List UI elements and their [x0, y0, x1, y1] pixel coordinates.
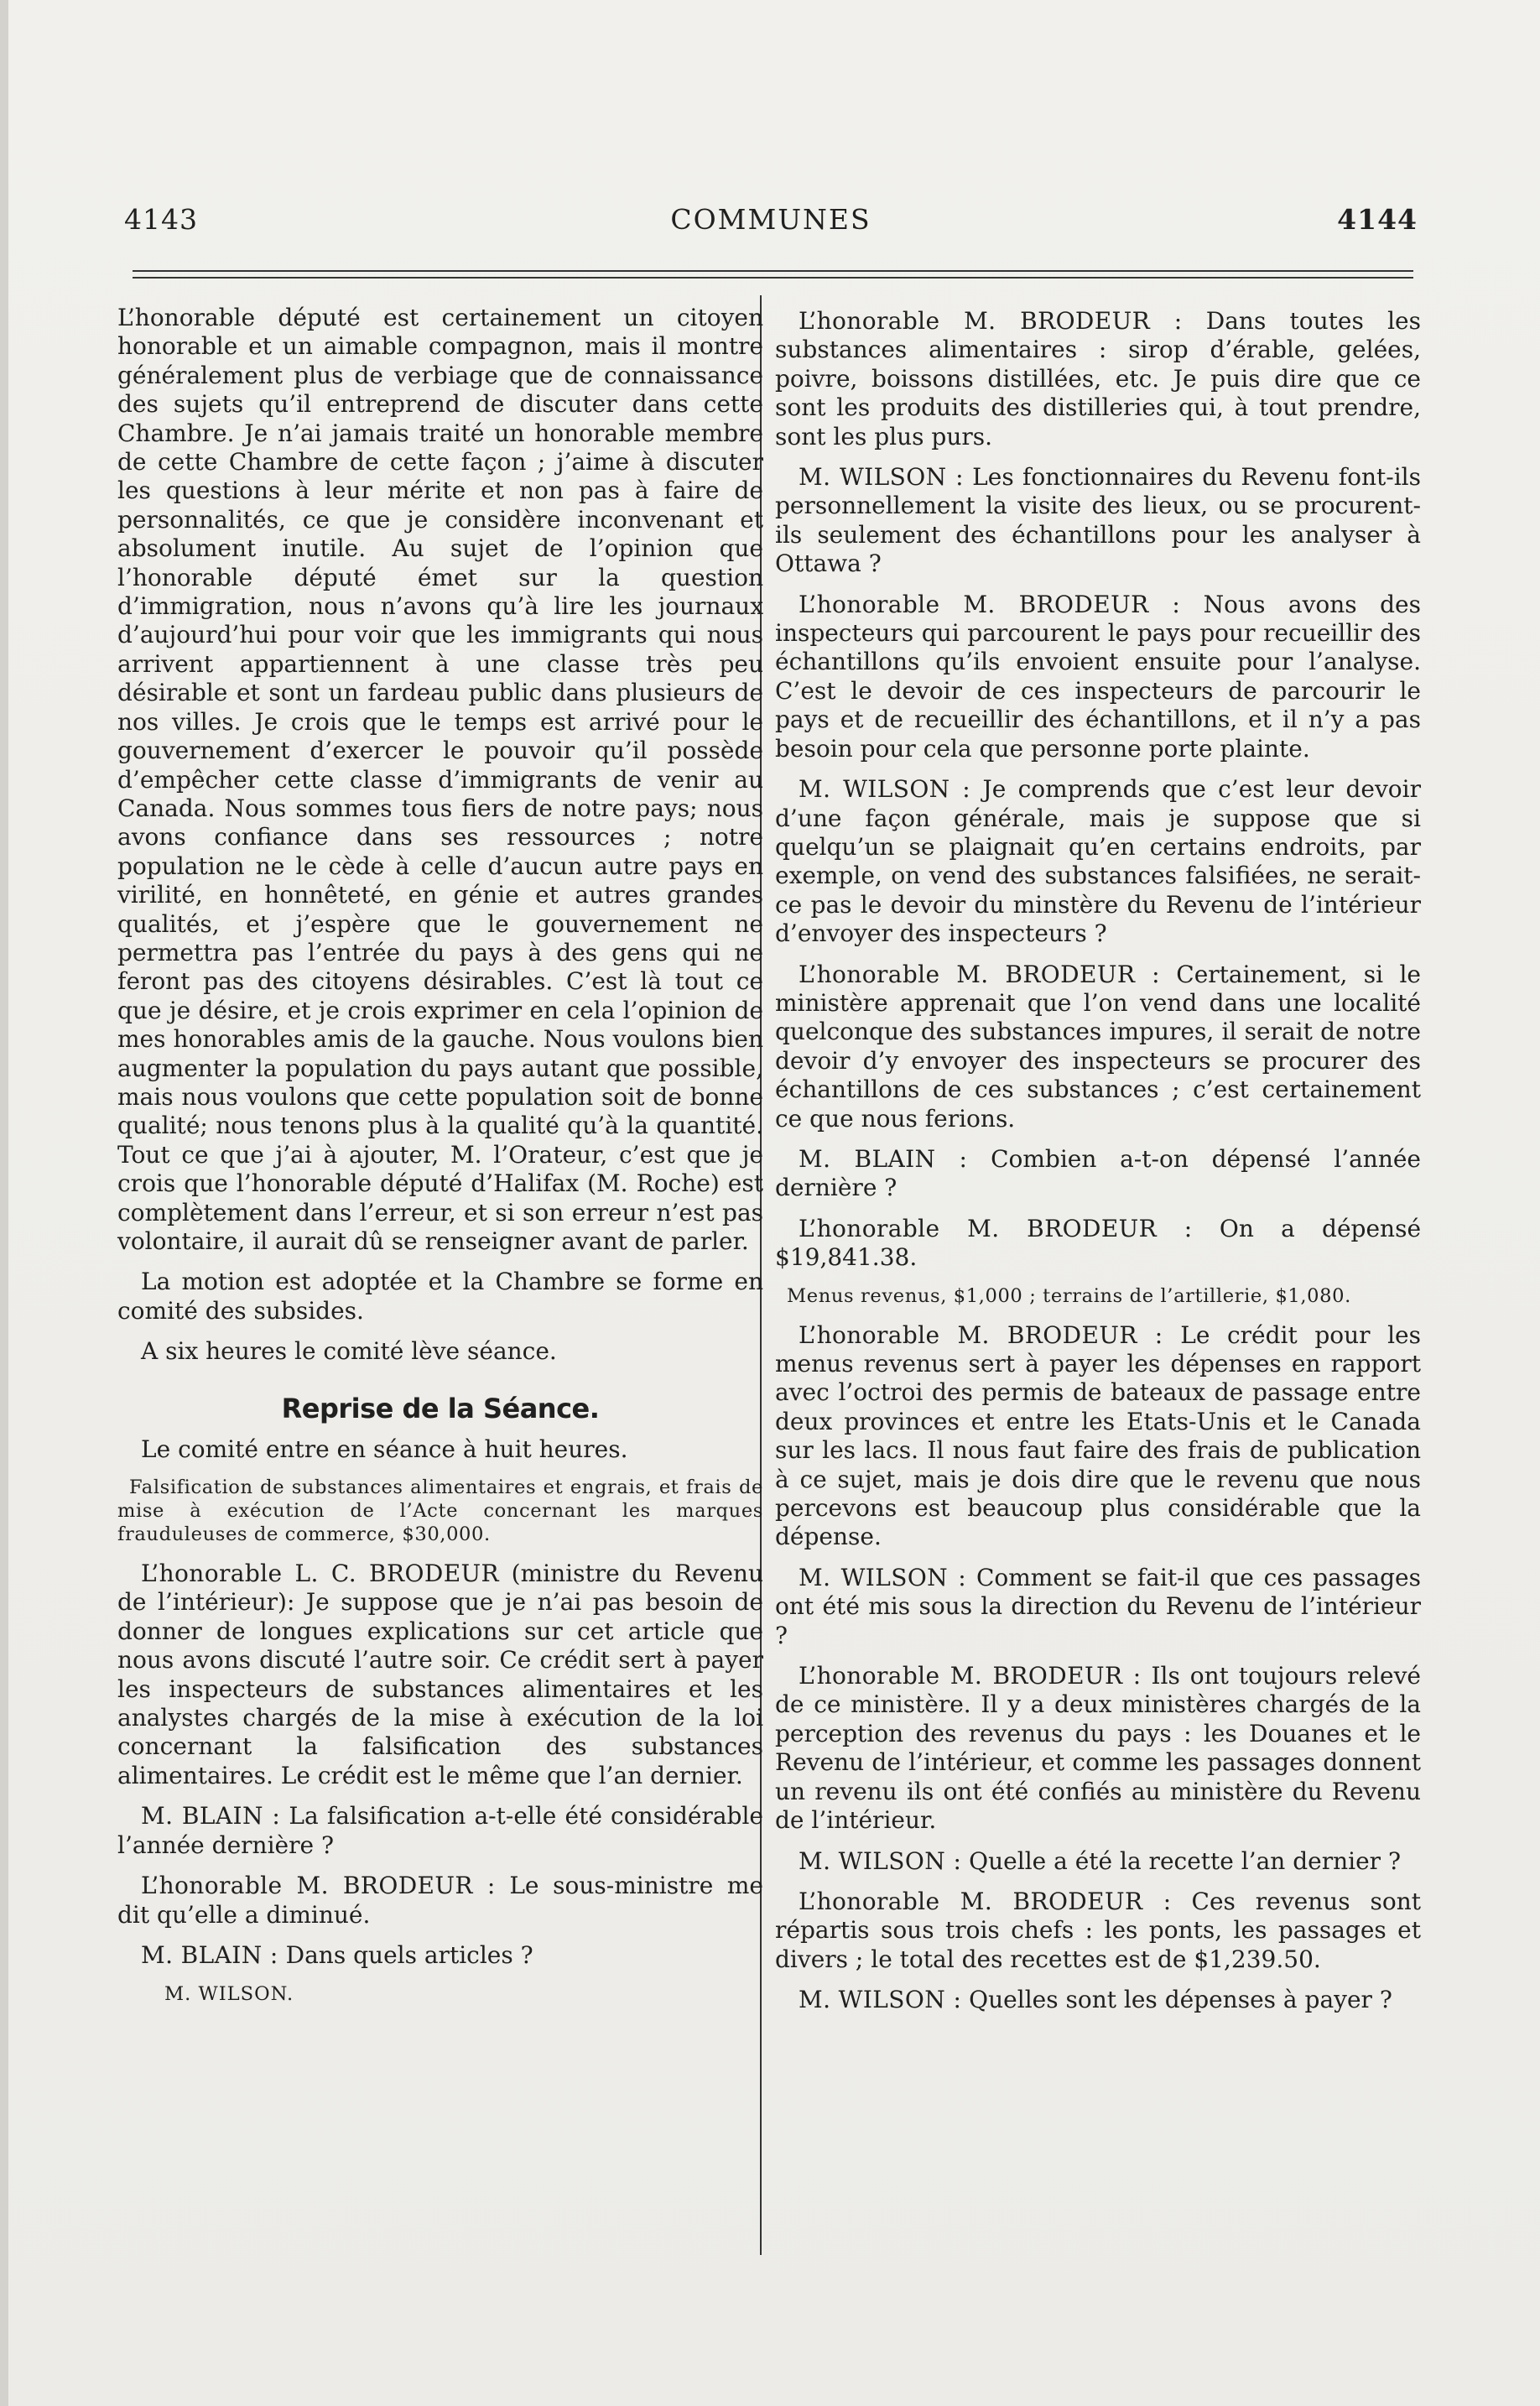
paragraph: La motion est adoptée et la Chambre se forme en comité des subsides. — [117, 1268, 763, 1325]
speech: On a dépensé $19,841.38. — [775, 1214, 1422, 1272]
speaker: L’honorable M. BRODEUR : — [799, 307, 1183, 335]
section-heading: Reprise de la Séance. — [281, 1392, 600, 1424]
speech: La falsification a-t-elle été considérable l’année dernière ? — [117, 1802, 763, 1859]
paragraph — [775, 1662, 1421, 1835]
page-number-left: 4143 — [124, 203, 198, 236]
page-signature: M. WILSON. — [164, 1983, 294, 2006]
paragraph — [117, 1941, 763, 1970]
speaker: M. WILSON : — [799, 463, 964, 492]
supply-item: Falsification de substances alimentaires et engrais, et frais de mise à exécution de l’Acte concernant les marques frauduleuses de commerce, $30,000. — [117, 1476, 763, 1546]
speech: Dans toutes les substances alimentaires : sirop d’érable, gelées, poivre, boissons distillées, etc. Je puis dire que ce sont les produits des distilleries qui, à tout prendre, sont les plus purs. — [775, 307, 1421, 450]
supply-item: Menus revenus, $1,000 ; terrains de l’artillerie, $1,080. — [787, 1284, 1351, 1307]
speaker: M. BLAIN : — [141, 1940, 278, 1969]
paragraph — [117, 1872, 763, 1929]
speech: Comment se fait-il que ces passages ont été mis sous la direction du Revenu de l’intérieur ? — [775, 1563, 1421, 1649]
speech: Quelle a été la recette l’an dernier ? — [961, 1846, 1401, 1875]
paragraph — [117, 1802, 763, 1860]
header-rule-top — [133, 270, 1413, 272]
paragraph — [775, 1847, 1421, 1876]
speech: Ils ont toujours relevé de ce ministère. Il y a deux ministères chargés de la perception des revenus du pays : les Douanes et le Revenu de l’intérieur, et comme les passages donnent un revenu ils ont été confiés au ministère du Revenu de l’intérieur. — [775, 1662, 1422, 1835]
paragraph — [775, 307, 1421, 451]
paragraph — [775, 961, 1421, 1133]
speech: Nous avons des inspecteurs qui parcourent le pays pour recueillir des échantillons qu’ils envoient ensuite pour l’analyse. C’est le devoir de ces inspecteurs de parcourir le pays et de recueillir des échantillons, et il n’y a pas besoin pour cela que personne porte plainte. — [775, 590, 1421, 763]
speaker: M. WILSON : — [799, 1563, 967, 1591]
paragraph — [775, 1564, 1421, 1650]
page-number-right: 4144 — [1337, 203, 1418, 236]
speaker: L’honorable M. BRODEUR : — [799, 1320, 1163, 1349]
paragraph — [775, 591, 1421, 763]
speech: Le crédit pour les menus revenus sert à payer les dépenses en rapport avec l’octroi des permis de bateaux de passage entre deux provinces et entre les Etats-Unis et le Canada sur les lacs. Il nous faut faire des frais de publication à ce sujet, mais je dois dire que le revenu que nous percevons est beaucoup plus considérable que la dépense. — [775, 1320, 1421, 1551]
speaker: L’honorable M. BRODEUR : — [799, 1662, 1142, 1690]
paragraph: Le comité entre en séance à huit heures. — [141, 1435, 628, 1463]
speech: Les fonctionnaires du Revenu font-ils personnellement la visite des lieux, ou se procurent-ils seulement des échantillons pour les analyser à Ottawa ? — [775, 463, 1422, 578]
speaker: L’honorable M. BRODEUR : — [799, 1887, 1172, 1915]
speaker: M. BLAIN : — [141, 1802, 281, 1831]
speech: Ces revenus sont répartis sous trois chefs : les ponts, les passages et divers ; le total des recettes est de $1,239.50. — [775, 1887, 1421, 1973]
speaker: M. WILSON : — [799, 775, 971, 804]
paragraph: L’honorable député est certainement un citoyen honorable et un aimable compagnon, mais il montre généralement plus de verbiage que de connaissance des sujets qu’il entreprend de discuter dans cette Chambre. Je n’ai jamais traité un honorable membre de cette Chambre de cette façon ; j’aime à discuter les questions à leur mérite et non pas à faire de personnalités, ce que je considère inconvenant et absolument inutile. Au sujet de l’opinion que l’honorable député émet sur la question d’immigration, nous n’avons qu’à lire les journaux d’aujourd’hui pour voir que les immigrants qui nous arrivent appartiennent à une classe très peu désirable et sont un fardeau public dans plusieurs de nos villes. Je crois que le temps est arrivé pour le gouvernement d’exercer le pouvoir qu’il possède d’empêcher cette classe d’immigrants de venir au Canada. Nous sommes tous fiers de notre pays; nous avons confiance dans ses ressources ; notre population ne le cède à celle d’aucun autre pays en virilité, en honnêteté, en génie et autres grandes qualités, et j’espère que le gouvernement ne permettra pas l’entrée du pays à des gens qui ne feront pas des citoyens désirables. C’est là tout ce que je désire, et je crois exprimer en cela l’opinion de mes honorables amis de la gauche. Nous voulons bien augmenter la population du pays autant que possible, mais nous voulons que cette population soit de bonne qualité; nous tenons plus à la qualité qu’à la quantité. Tout ce que j’ai à ajouter, M. l’Orateur, c’est que je crois que l’honorable député d’Halifax (M. Roche) est complètement dans l’erreur, et si son erreur n’est pas volontaire, il aurait dû se renseigner avant de parler. — [117, 304, 763, 1255]
speaker: L’honorable M. BRODEUR : — [799, 960, 1160, 988]
paragraph — [775, 1888, 1421, 1974]
paragraph: A six heures le comité lève séance. — [141, 1337, 557, 1366]
speech: Certainement, si le ministère apprenait que l’on vend dans une localité quelconque des substances impures, il serait de notre devoir d’y envoyer des inspecteurs se procurer des échantillons de ces substances ; c’est certainement ce que nous ferions. — [775, 960, 1421, 1133]
right-column — [775, 307, 1421, 2027]
speech: Je comprends que c’est leur devoir d’une façon générale, mais je suppose que si quelqu’un se plaignait qu’en certains endroits, par exemple, on vend des substances falsifiées, ne serait-ce pas le devoir du minstère du Revenu de l’intérieur d’envoyer des inspecteurs ? — [775, 775, 1422, 948]
speaker: L’honorable M. BRODEUR : — [141, 1872, 496, 1900]
page-header — [124, 203, 1418, 245]
paragraph — [775, 775, 1421, 948]
speaker: L’honorable L. C. BRODEUR — [141, 1560, 500, 1588]
speech: Le sous-ministre me dit qu’elle a diminué. — [117, 1872, 763, 1929]
speaker: L’honorable M. BRODEUR : — [799, 590, 1181, 618]
speaker: M. WILSON : — [799, 1846, 962, 1875]
paragraph — [775, 1215, 1421, 1273]
speech: Quelles sont les dépenses à payer ? — [961, 1986, 1392, 2014]
header-rule-bottom — [133, 277, 1413, 279]
speaker: L’honorable M. BRODEUR : — [799, 1214, 1193, 1242]
paragraph — [775, 1986, 1421, 2014]
speaker: M. BLAIN : — [799, 1144, 968, 1173]
left-column — [117, 304, 763, 2018]
speech: (ministre du Revenu de l’intérieur): Je suppose que je n’ai pas besoin de donner de longues explications sur cet article que nous avons discuté l’autre soir. Ce crédit sert à payer les inspecteurs de substances alimentaires et les analystes chargés de la mise à exécution de la loi concernant la falsification des substances alimentaires. Le crédit est le même que l’an dernier. — [117, 1560, 763, 1789]
paragraph — [775, 1145, 1421, 1203]
paragraph — [775, 1321, 1421, 1552]
speech: Dans quels articles ? — [278, 1940, 533, 1969]
running-title: COMMUNES — [670, 203, 871, 236]
paragraph — [775, 463, 1421, 579]
scan-edge — [0, 0, 8, 2406]
paragraph — [117, 1560, 763, 1790]
speaker: M. WILSON : — [799, 1986, 962, 2014]
speech: Combien a-t-on dépensé l’année dernière ? — [775, 1144, 1421, 1202]
